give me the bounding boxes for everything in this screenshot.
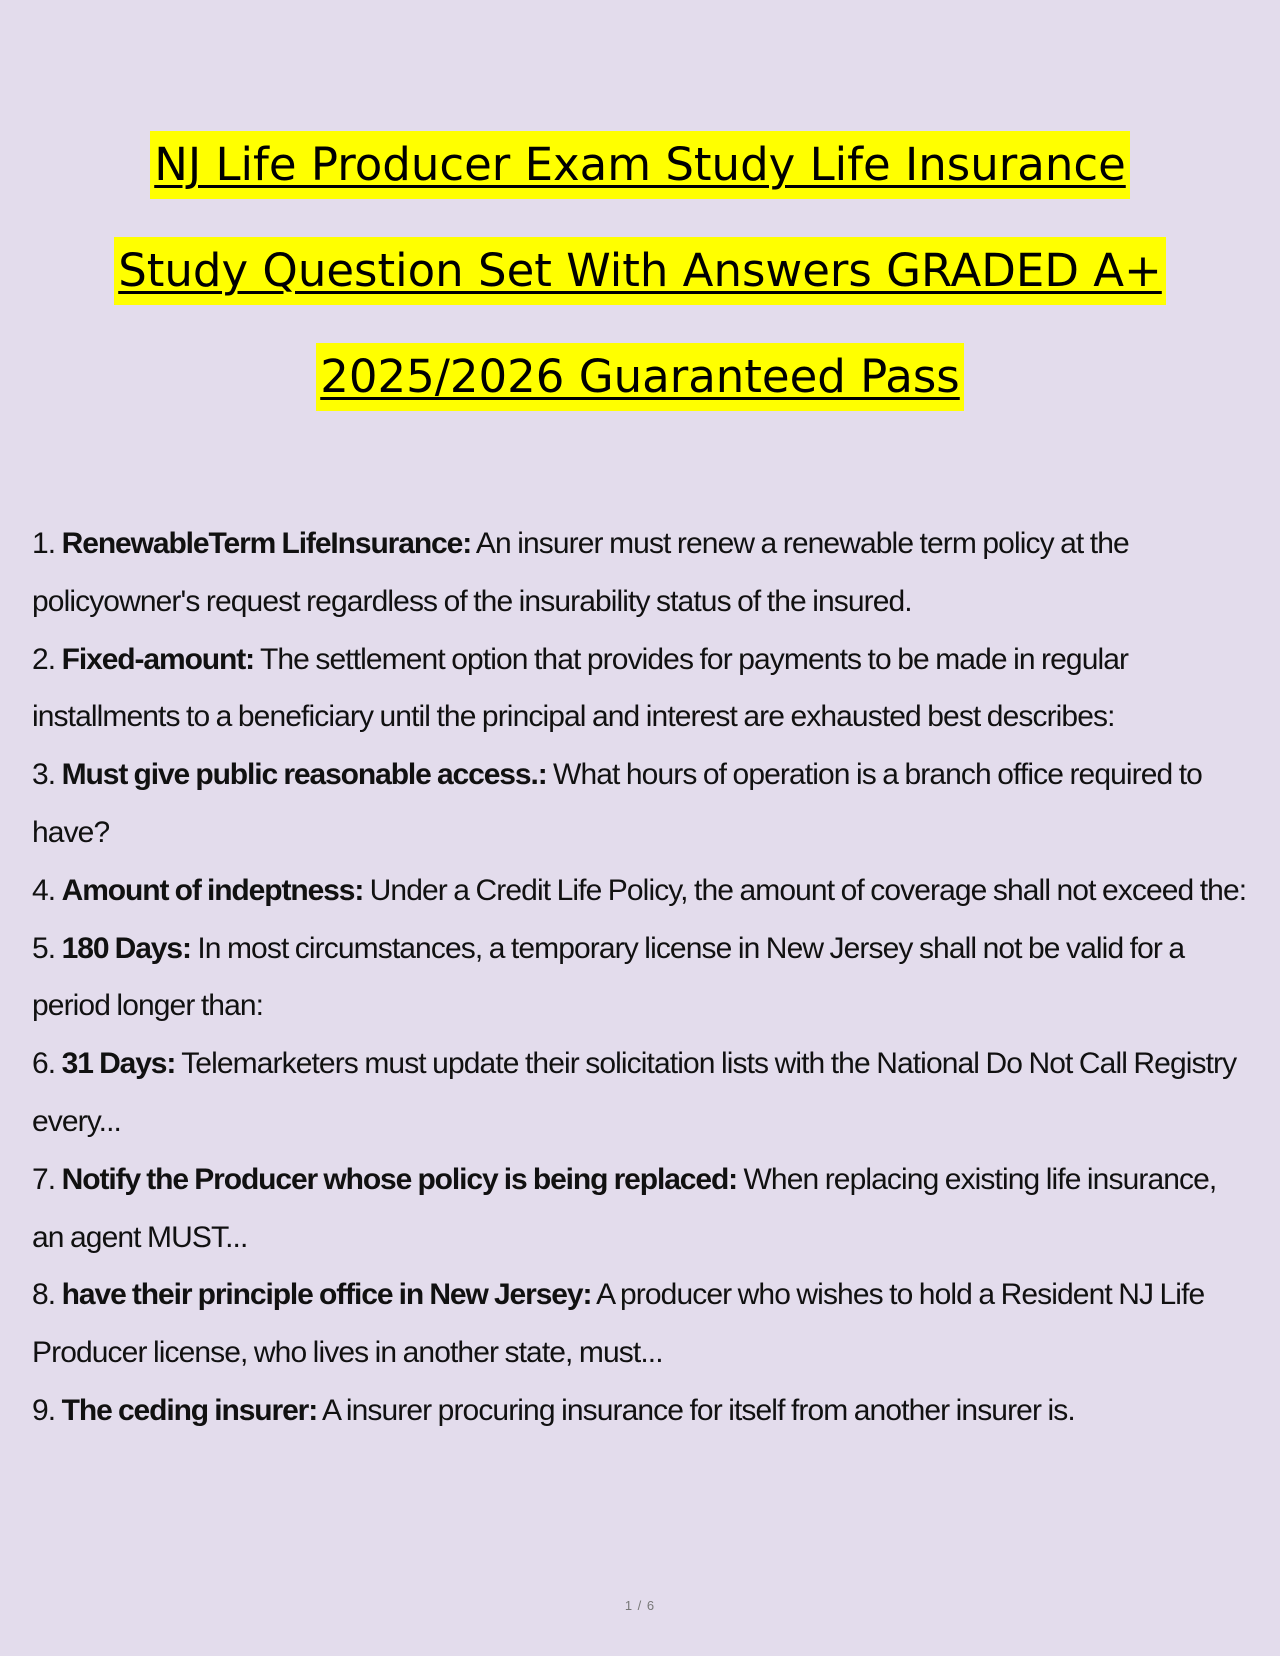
qa-item [32,1035,1252,1151]
item-term: Notify the Producer whose policy is being replaced: [61,1162,738,1196]
item-text: A producer who wishes to hold a Resident NJ Life Producer license, who lives in another state, must... [32,1278,1205,1370]
qa-list [32,515,1252,1440]
title-text: NJ Life Producer Exam Study Life Insurance [150,131,1130,199]
item-term: 31 Days: [61,1047,176,1081]
item-number: 1. [32,527,56,560]
item-term: Fixed-amount: [61,642,255,676]
item-text: What hours of operation is a branch office required to have? [32,758,1202,849]
item-number: 2. [32,642,56,676]
qa-item [32,862,1252,920]
item-text: A insurer procuring insurance for itself from another insurer is. [321,1393,1075,1427]
item-number: 5. [32,931,56,965]
item-number: 9. [32,1393,56,1427]
item-term: Must give public reasonable access.: [61,758,547,792]
qa-item [32,920,1252,1036]
title-text: 2025/2026 Guaranteed Pass [316,343,964,411]
item-text: When replacing existing life insurance, an agent MUST... [32,1162,1217,1254]
title-line [0,324,1280,430]
qa-item [32,631,1252,747]
qa-item [32,1266,1252,1382]
title-line [0,112,1280,218]
item-text: Telemarketers must update their solicitation lists with the National Do Not Call Registry every... [32,1047,1237,1138]
page-number: 1 / 6 [624,1598,656,1613]
item-number: 6. [32,1047,56,1081]
qa-item [32,515,1252,631]
title-line [0,218,1280,324]
item-text: Under a Credit Life Policy, the amount of coverage shall not exceed the: [369,873,1247,907]
item-term: The ceding insurer: [61,1393,318,1427]
item-number: 3. [32,758,56,792]
item-number: 8. [32,1278,56,1312]
qa-item [32,1382,1252,1440]
item-text: An insurer must renew a renewable term policy at the policyowner's request regardless of the insurability status of the insured. [32,527,1129,618]
qa-item [32,1151,1252,1267]
item-term: have their principle office in New Jersey: [61,1278,592,1312]
title-text: Study Question Set With Answers GRADED A+ [114,237,1166,305]
item-number: 7. [32,1162,56,1196]
item-text: The settlement option that provides for payments to be made in regular installments to a beneficiary until the principal and interest are exhausted best describes: [32,642,1129,734]
item-number: 4. [32,873,56,907]
item-term: Amount of indeptness: [61,873,364,907]
item-term: RenewableTerm LifeInsurance: [61,527,472,560]
document-title [0,112,1280,430]
item-text: In most circumstances, a temporary license in New Jersey shall not be valid for a period longer than: [32,931,1185,1023]
item-term: 180 Days: [61,931,191,965]
qa-item [32,746,1252,862]
